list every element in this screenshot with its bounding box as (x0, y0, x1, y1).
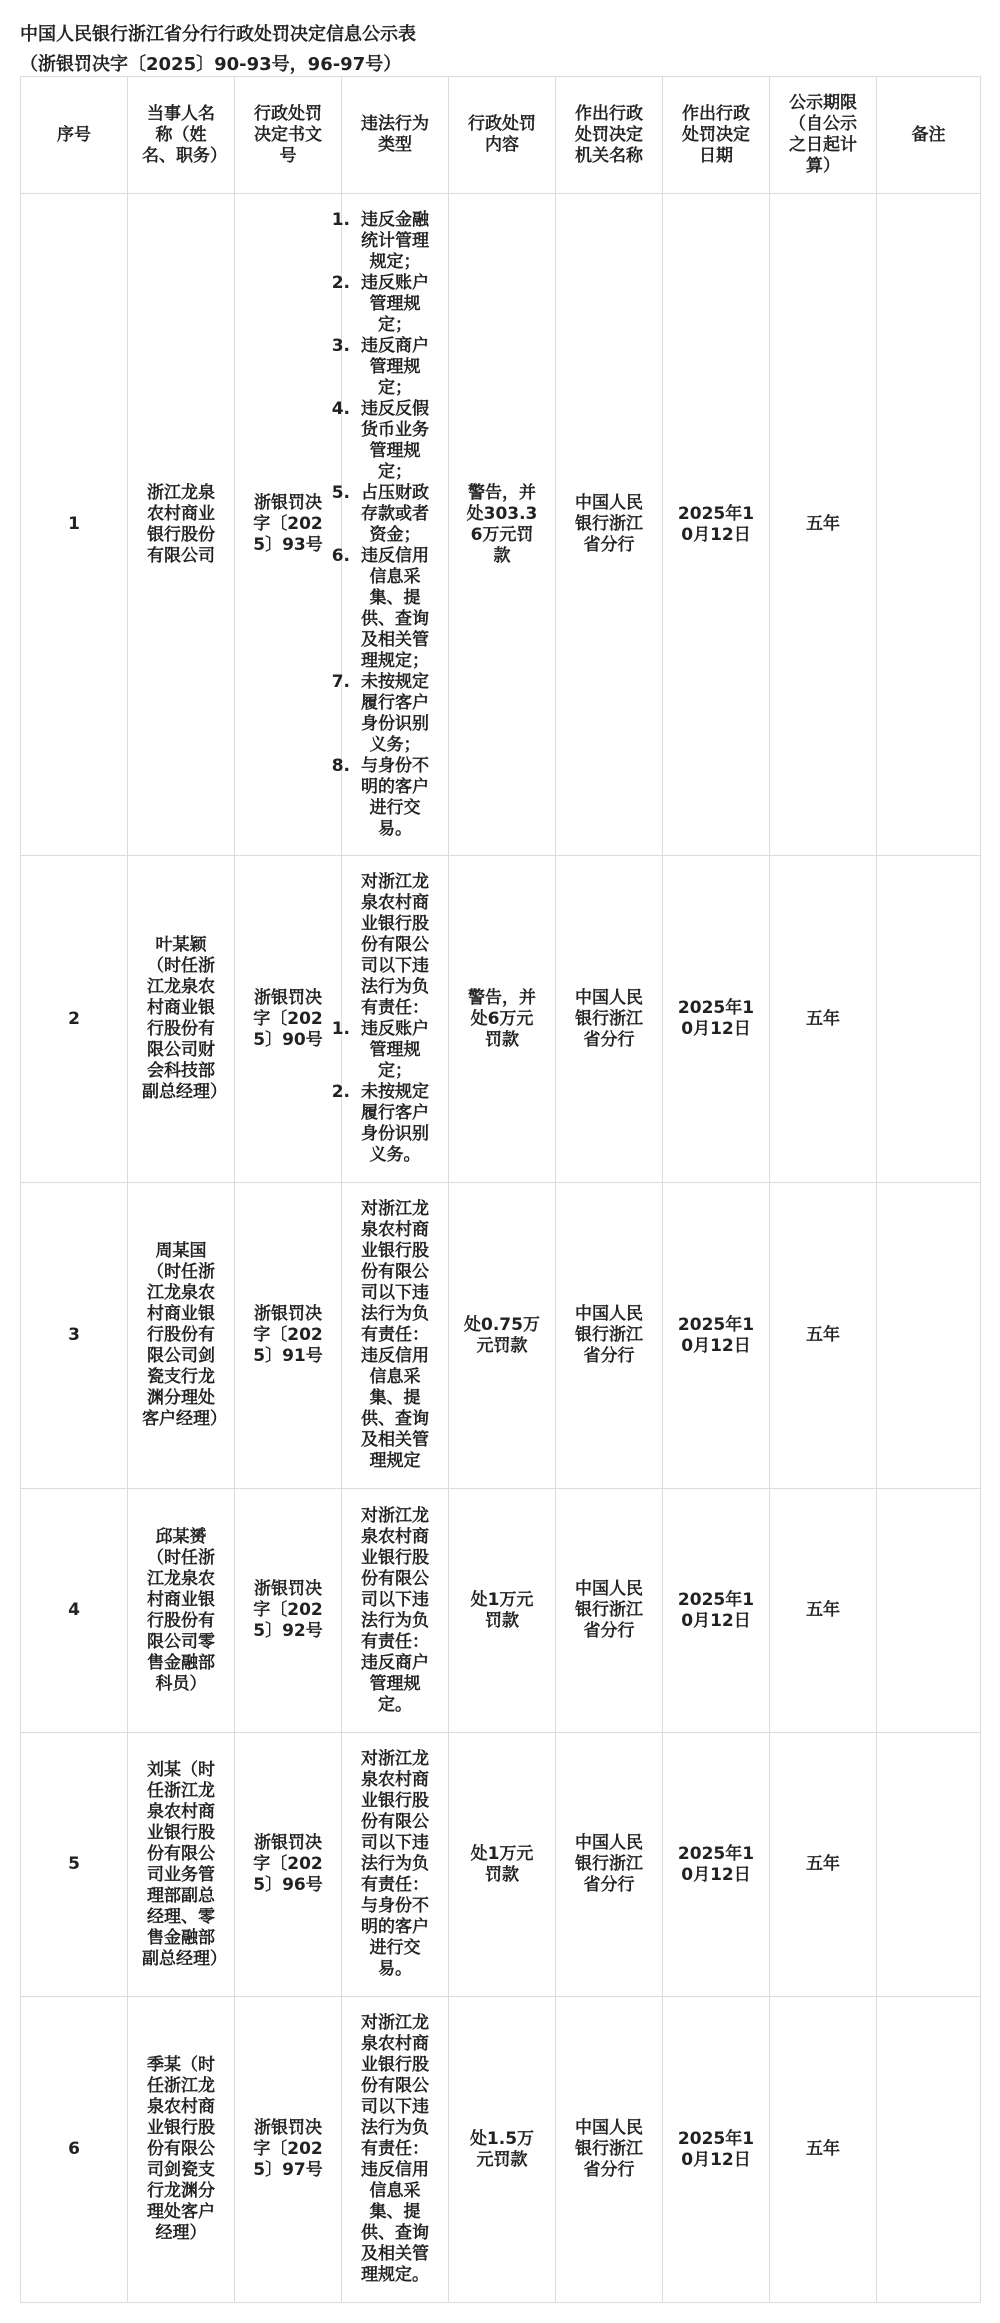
cell-penalty: 处1万元罚款 (449, 1489, 556, 1733)
cell-doc: 浙银罚决字〔2025〕91号 (235, 1183, 342, 1489)
cell-doc: 浙银罚决字〔2025〕96号 (235, 1733, 342, 1997)
cell-remark (877, 1997, 981, 2303)
table-row (21, 1733, 981, 1997)
cell-party: 季某（时任浙江龙泉农村商业银行股份有限公司剑瓷支行龙渊分理处客户经理） (128, 1997, 235, 2303)
cell-period: 五年 (770, 1489, 877, 1733)
header-cell: 行政处罚内容 (449, 77, 556, 194)
header-cell: 公示期限（自公示之日起计算） (770, 77, 877, 194)
violation-item: 7. 未按规定履行客户身份识别义务； (331, 671, 429, 755)
cell-party: 浙江龙泉农村商业银行股份有限公司 (128, 194, 235, 856)
cell-party: 刘某（时任浙江龙泉农村商业银行股份有限公司业务管理部副总经理、零售金融部副总经理） (128, 1733, 235, 1997)
table-row (21, 194, 981, 856)
cell-authority: 中国人民银行浙江省分行 (556, 1997, 663, 2303)
header-cell: 违法行为类型 (342, 77, 449, 194)
cell-no: 4 (21, 1489, 128, 1733)
cell-authority: 中国人民银行浙江省分行 (556, 1733, 663, 1997)
cell-violation: 对浙江龙泉农村商业银行股份有限公司以下违法行为负有责任：与身份不明的客户进行交易。 (342, 1733, 449, 1997)
header-cell: 作出行政处罚决定日期 (663, 77, 770, 194)
header-cell: 序号 (21, 77, 128, 194)
cell-date: 2025年10月12日 (663, 1997, 770, 2303)
cell-penalty: 警告，并处303.36万元罚款 (449, 194, 556, 856)
cell-penalty: 处0.75万元罚款 (449, 1183, 556, 1489)
cell-party: 叶某颖（时任浙江龙泉农村商业银行股份有限公司财会科技部副总经理） (128, 856, 235, 1183)
title-line-2: （浙银罚决字〔2025〕90-93号，96-97号） (20, 54, 402, 75)
cell-date: 2025年10月12日 (663, 1733, 770, 1997)
cell-doc: 浙银罚决字〔2025〕92号 (235, 1489, 342, 1733)
violation-item: 1. 违反账户管理规定； (331, 1019, 429, 1081)
cell-doc: 浙银罚决字〔2025〕93号 (235, 194, 342, 856)
cell-remark (877, 1183, 981, 1489)
cell-penalty: 警告，并处6万元罚款 (449, 856, 556, 1183)
cell-no: 3 (21, 1183, 128, 1489)
cell-authority: 中国人民银行浙江省分行 (556, 1183, 663, 1489)
table-row (21, 1183, 981, 1489)
cell-violation (331, 856, 449, 1183)
cell-no: 2 (21, 856, 128, 1183)
header-cell: 作出行政处罚决定机关名称 (556, 77, 663, 194)
cell-remark (877, 856, 981, 1183)
table-row (21, 1997, 981, 2303)
violation-item: 5. 占压财政存款或者资金； (331, 482, 429, 545)
cell-authority: 中国人民银行浙江省分行 (556, 1489, 663, 1733)
cell-party: 邱某赟（时任浙江龙泉农村商业银行股份有限公司零售金融部科员） (128, 1489, 235, 1733)
violation-list (331, 1019, 434, 1166)
table-row (21, 1489, 981, 1733)
cell-remark (877, 1733, 981, 1997)
cell-period: 五年 (770, 856, 877, 1183)
cell-violation: 对浙江龙泉农村商业银行股份有限公司以下违法行为负有责任：违反商户管理规定。 (342, 1489, 449, 1733)
cell-penalty: 处1万元罚款 (449, 1733, 556, 1997)
header-cell: 当事人名称（姓名、职务） (128, 77, 235, 194)
violation-item: 8. 与身份不明的客户进行交易。 (331, 755, 429, 839)
cell-no: 5 (21, 1733, 128, 1997)
cell-no: 1 (21, 194, 128, 856)
violation-item: 2. 未按规定履行客户身份识别义务。 (331, 1082, 429, 1165)
cell-period: 五年 (770, 1733, 877, 1997)
cell-doc: 浙银罚决字〔2025〕90号 (235, 856, 342, 1183)
cell-date: 2025年10月12日 (663, 194, 770, 856)
violation-item: 6. 违反信用信息采集、提供、查询及相关管理规定； (331, 545, 429, 671)
table-header-row (21, 77, 981, 194)
header-cell: 备注 (877, 77, 981, 194)
violation-item: 3. 违反商户管理规定； (331, 335, 429, 398)
violation-item: 2. 违反账户管理规定； (331, 272, 429, 335)
violation-list (331, 209, 434, 840)
violation-intro: 对浙江龙泉农村商业银行股份有限公司以下违法行为负有责任： (361, 872, 429, 1018)
cell-period: 五年 (770, 1997, 877, 2303)
penalty-table (20, 76, 981, 2303)
cell-date: 2025年10月12日 (663, 856, 770, 1183)
cell-penalty: 处1.5万元罚款 (449, 1997, 556, 2303)
title-line-1: 中国人民银行浙江省分行行政处罚决定信息公示表 (20, 24, 416, 45)
cell-remark (877, 194, 981, 856)
cell-period: 五年 (770, 194, 877, 856)
cell-remark (877, 1489, 981, 1733)
cell-party: 周某国（时任浙江龙泉农村商业银行股份有限公司剑瓷支行龙渊分理处客户经理） (128, 1183, 235, 1489)
cell-no: 6 (21, 1997, 128, 2303)
violation-item: 4. 违反反假货币业务管理规定； (331, 398, 429, 482)
cell-authority: 中国人民银行浙江省分行 (556, 194, 663, 856)
cell-date: 2025年10月12日 (663, 1489, 770, 1733)
cell-violation: 对浙江龙泉农村商业银行股份有限公司以下违法行为负有责任：违反信用信息采集、提供、查询及相关管理规定 (342, 1183, 449, 1489)
cell-date: 2025年10月12日 (663, 1183, 770, 1489)
violation-item: 1. 违反金融统计管理规定； (331, 209, 429, 272)
header-cell: 行政处罚决定书文号 (235, 77, 342, 194)
cell-period: 五年 (770, 1183, 877, 1489)
cell-violation: 对浙江龙泉农村商业银行股份有限公司以下违法行为负有责任：违反信用信息采集、提供、查询及相关管理规定。 (342, 1997, 449, 2303)
cell-violation (331, 194, 449, 856)
cell-doc: 浙银罚决字〔2025〕97号 (235, 1997, 342, 2303)
cell-authority: 中国人民银行浙江省分行 (556, 856, 663, 1183)
table-row (21, 856, 981, 1183)
document-title (20, 20, 980, 80)
